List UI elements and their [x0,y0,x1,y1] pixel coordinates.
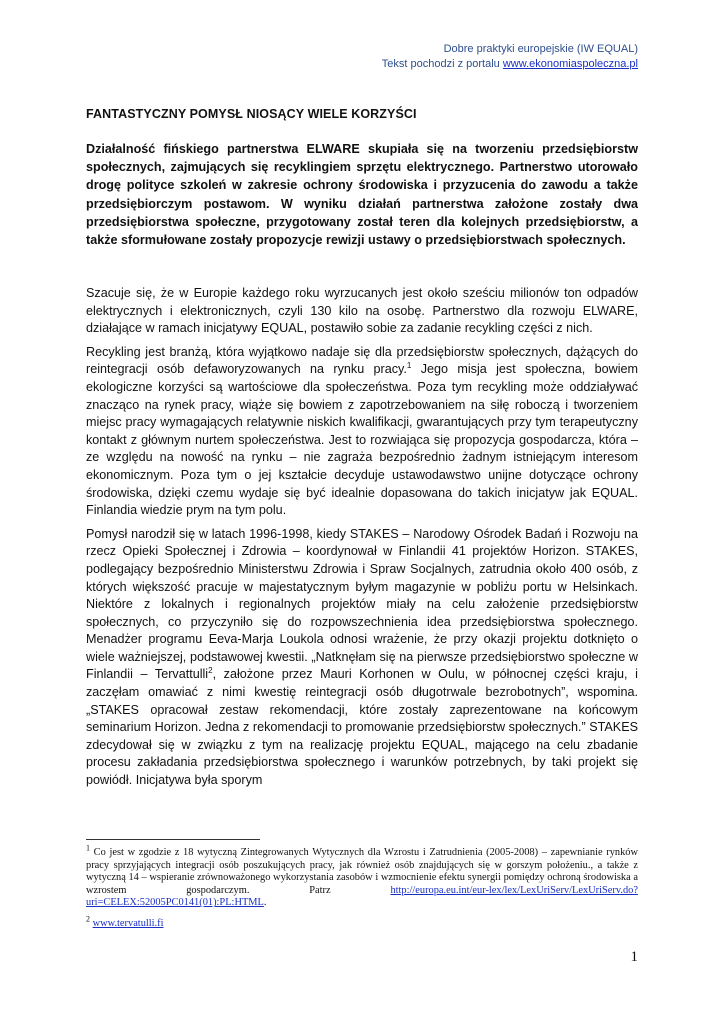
footnote-2 [86,914,638,931]
body-paragraph-1: Szacuje się, że w Europie każdego roku wyrzucanych jest około sześciu milionów ton odpadów elektrycznych i elektronicznych, czyli 130 kilo na osobę. Partnerstwo dla rozwoju ELWARE, działające w ramach inicjatywy EQUAL, postawiło sobie za zadanie recykling części z nich. [86,286,638,336]
header-source-title: Dobre praktyki europejskie (IW EQUAL) [443,43,638,55]
footnotes [86,843,638,939]
article-body [86,285,638,796]
body-paragraph-2-rest: Jego misja jest społeczna, bowiem ekologiczne korzyści są wartościowe dla społeczeństwa. Poza tym recykling może oddziaływać znacząco na rynek pracy, wiąże się bowiem z zapotrzebowaniem na siłę roboczą i tworzeniem miejsc pracy wymagających relatywnie niskich kwalifikacji, gwarantujących przy tym terapeutyczny kontakt z głównym nurtem społeczeństwa. Jest to rozwiająca się propozycja gospodarcza, która – ze względu na nowość na rynku – nie zagraża bezpośrednio żadnym istniejącym interesom ekonomicznym. Poza tym o jej kształcie decyduje ustawodawstwo unijne dotyczące ochrony środowiska, dzięki czemu wydaje się być idealnie dopasowana do takich inicjatyw jak EQUAL. Finlandia wiedzie prym na tym polu. [86,362,638,518]
footnote-2-link[interactable]: www.tervatulli.fi [92,917,164,929]
footnote-1-mark: 1 [86,843,90,853]
page-number: 1 [630,949,638,965]
footnote-separator [86,839,260,840]
page-header [382,42,638,72]
body-paragraph-2-start: Recykling jest branżą, która wyjątkowo nadaje się dla przedsiębiorstw społecznych, dążących do reintegracji osób defaworyzowanych na rynku pracy. [86,344,638,377]
footnote-1-end: . [263,897,267,909]
footnote-ref-2[interactable]: 2 [208,666,213,676]
article-title: FANTASTYCZNY POMYSŁ NIOSĄCY WIELE KORZYŚCI [86,107,417,121]
body-paragraph-2 [86,344,638,520]
header-portal-prefix: Tekst pochodzi z portalu [381,58,503,70]
article-lead: Działalność fińskiego partnerstwa ELWARE skupiała się na tworzeniu przedsiębiorstw społecznych, zajmujących się recyklingiem sprzętu elektrycznego. Partnerstwo utorowało drogę polityce szkoleń w zakresie ochrony środowiska i przyzucenia do zawodu a także przedsiębiorczym postawom. W wyniku działań partnerstwa założone zostały dwa przedsiębiorstwa społeczne, przygotowany został teren dla kolejnych przedsiębiorstw, a także sformułowane zostały propozycje rewizji ustawy o przedsiębiorstwach społecznych. [86,142,638,248]
footnote-1-text: Co jest w zgodzie z 18 wytyczną Zintegrowanych Wytycznych dla Wzrostu i Zatrudnienia (2005-2008) – zapewnianie rynków pracy sprzyjających integracji osób poszukujących pracy, jak również osób znajdujących się w gorszym położeniu., a także z wytyczną 14 – wspieranie zrównoważonego wykorzystania zasobów i wzmocnienie efektu synergii pomiędzy ochroną środowiska a wzrostem gospodarczym. Patrz [86,847,638,896]
body-paragraph-3 [86,526,638,790]
footnote-2-mark: 2 [86,914,90,924]
body-paragraph-3-rest: , założone przez Mauri Korhonen w Oulu, w północnej części kraju, i zaczęłam omawiać z nimi kwestię reintegracji osób długotrwale bezrobotnych”, wspomina. „STAKES opracował zestaw rekomendacji, które zostały zaprezentowane na końcowym seminarium Horizon. Jedna z rekomendacji to promowanie przedsiębiorstw społecznych.” STAKES zdecydował się w związku z tym na realizację projektu EQUAL, mającego na celu zbadanie procesu zakładania przedsiębiorstwa społecznego i warunków potrzebnych, by taki projekt się powiódł. Inicjatywa była sporym [86,667,638,788]
footnote-1 [86,843,638,910]
footnote-1-link[interactable]: http://europa.eu.int/eur-lex/lex/LexUriServ/LexUriServ.do?uri=CELEX:52005PC0141(01):PL:HTML [86,884,638,909]
header-portal-link[interactable]: www.ekonomiaspoleczna.pl [502,58,638,70]
header-portal-line [382,57,638,72]
body-paragraph-3-start: Pomysł narodził się w latach 1996-1998, kiedy STAKES – Narodowy Ośrodek Badań i Rozwoju na rzecz Opieki Społecznej i Zdrowia – koordynował w Finlandii 41 projektów Horizon. STAKES, podlegający bezpośrednio Ministerstwu Zdrowia i Spraw Socjalnych, zatrudnia około 400 osób, z których większość pracuje w majestatycznym byłym magazynie w pobliżu portu w Helsinkach. Niektóre z lokalnych i regionalnych projektów miały na celu założenie przedsiębiorstw społecznych, co przyczyniło się do rozpowszechnienia idea przedsiębiorstwa społecznego. Menadżer programu Eeva-Marja Loukola odnosi wrażenie, że przy okazji projektu dotknięto o wiele ważniejszej, podstawowej kwestii. „Natknęłam się na pierwsze przedsiębiorstwo społeczne w Finlandii – Tervattulli [86,526,638,682]
footnote-ref-1[interactable]: 1 [406,361,412,371]
